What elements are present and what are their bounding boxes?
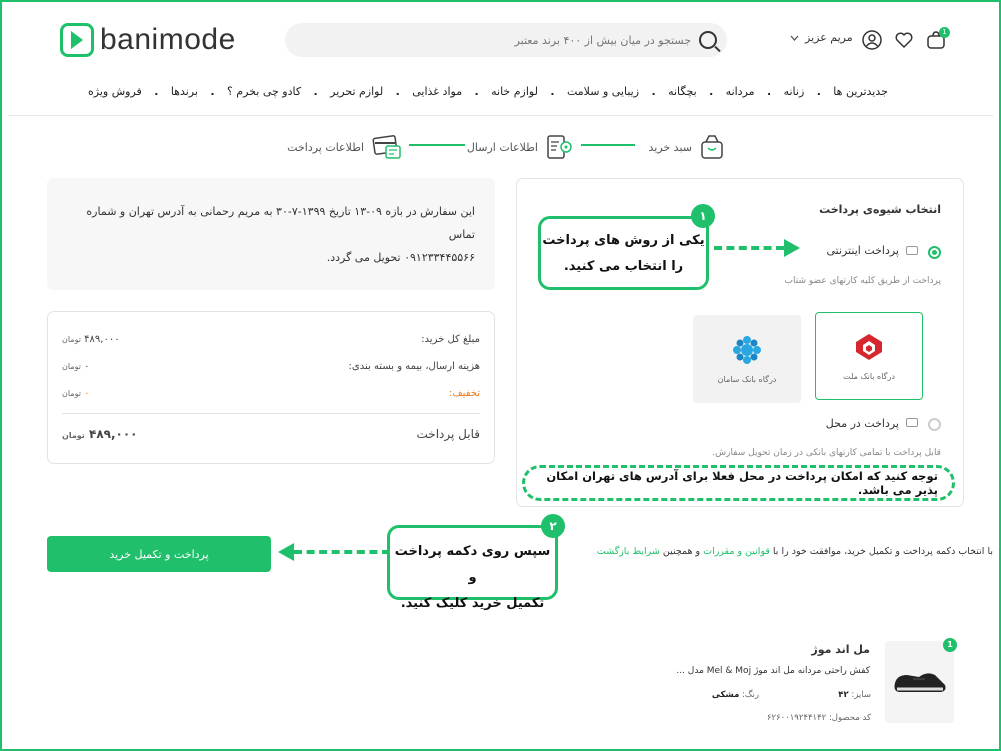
- summary-discount-row: [62, 380, 480, 407]
- cod-payment-radio[interactable]: [928, 418, 941, 431]
- user-icon[interactable]: [862, 30, 882, 50]
- logo-mark-icon: [60, 23, 94, 57]
- callout-1-arrow-line: [714, 246, 784, 250]
- step-payment-label: اطلاعات پرداخت: [287, 140, 364, 154]
- currency-unit: تومان: [62, 362, 81, 371]
- payable-value: ۴۸۹,۰۰۰: [89, 426, 138, 441]
- summary-total-row: [62, 326, 480, 353]
- product-size: سایز: ۴۲: [838, 690, 871, 700]
- online-payment-label[interactable]: پرداخت اینترنتی: [826, 244, 899, 257]
- callout-step-1: [538, 216, 709, 290]
- bank-saman-label: درگاه بانک سامان: [717, 374, 777, 384]
- callout-1-line-1: یکی از روش های پرداخت: [542, 233, 705, 248]
- total-label: مبلغ کل خرید:: [421, 334, 480, 345]
- currency-unit: تومان: [62, 389, 81, 398]
- search-bar[interactable]: [285, 23, 727, 57]
- banimode-logo[interactable]: [60, 22, 236, 58]
- nav-item-gift[interactable]: کادو چی بخرم ؟: [226, 84, 302, 98]
- payable-label: قابل پرداخت: [416, 426, 480, 441]
- callout-2-line-1: سپس روی دکمه پرداخت و: [394, 544, 551, 585]
- nav-item-new[interactable]: جدیدترین ها: [833, 84, 888, 98]
- address-line-1: این سفارش در بازه ۰۹-۱۳ تاریخ ۱۳۹۹-۷-۳۰ به مریم رحمانی به آدرس تهران و شماره تماس: [86, 205, 475, 241]
- callout-2-line-2: تکمیل خرید کلیک کنید.: [400, 596, 545, 611]
- order-summary: [47, 311, 495, 464]
- arrow-right-icon: [784, 239, 800, 257]
- shoe-image: [891, 667, 949, 697]
- product-color: رنگ: مشکی: [711, 690, 759, 700]
- bank-mellat-label: درگاه بانک ملت: [843, 371, 895, 381]
- nav-item-sale[interactable]: فروش ویژه: [88, 84, 142, 98]
- total-value: ۴۸۹,۰۰۰: [84, 334, 120, 345]
- nav-item-food[interactable]: مواد غذایی: [412, 84, 463, 98]
- online-payment-desc: پرداخت از طریق کلیه کارتهای عضو شتاب: [784, 276, 941, 286]
- main-nav: جدیدترین ها . زنانه . مردانه . بچگانه . زیبایی و سلامت . لوازم خانه . مواد غذایی . لوازم تحریر . کادو چی بخرم ؟ . برندها . فروش ویژه: [88, 84, 888, 98]
- payment-title: انتخاب شیوه‌ی پرداخت: [819, 203, 941, 216]
- bank-mellat-option[interactable]: [815, 312, 923, 400]
- heart-icon[interactable]: [894, 30, 914, 50]
- search-input[interactable]: [295, 34, 699, 47]
- checkout-button[interactable]: پرداخت و تکمیل خرید: [47, 536, 271, 572]
- nav-item-home[interactable]: لوازم خانه: [491, 84, 538, 98]
- checkout-steps: [287, 130, 732, 162]
- summary-payable-row: [62, 420, 480, 447]
- product-brand[interactable]: مل اند موژ: [811, 643, 870, 656]
- callout-step-2: [387, 525, 558, 611]
- step-shipping: [467, 134, 574, 160]
- nav-item-women[interactable]: زنانه: [783, 84, 805, 98]
- shipping-label: هزینه ارسال، بیمه و بسته بندی:: [348, 361, 480, 372]
- address-line-2: ۰۹۱۲۳۳۴۴۵۵۶۶ تحویل می گردد.: [326, 251, 475, 264]
- shipping-value: ۰: [84, 361, 90, 372]
- callout-2-arrow-line: [294, 550, 390, 554]
- header-icons: [862, 30, 946, 50]
- saman-logo-icon: [732, 335, 762, 365]
- chevron-down-icon: [790, 35, 799, 41]
- product-code: کد محصول: ۶۲۶۰۰۱۹۲۴۴۱۴۲: [766, 713, 871, 723]
- step-connector: [581, 144, 635, 146]
- card-icon: [906, 246, 918, 255]
- callout-1-line-2: را انتخاب می کنید.: [563, 259, 684, 274]
- step-payment: [287, 134, 402, 160]
- currency-unit: تومان: [62, 335, 81, 344]
- credit-card-icon: [372, 134, 402, 160]
- summary-shipping-row: [62, 353, 480, 380]
- step-shipping-label: اطلاعات ارسال: [466, 140, 538, 154]
- cod-tehran-note: توجه کنید که امکان پرداخت در محل فعلا برای آدرس های تهران امکان پذیر می باشد.: [522, 465, 955, 501]
- cod-payment-label[interactable]: پرداخت در محل: [825, 417, 899, 430]
- rules-link[interactable]: قوانین و مقررات: [703, 546, 770, 557]
- currency-unit: تومان: [62, 430, 85, 440]
- online-payment-radio[interactable]: [928, 246, 941, 259]
- product-qty-badge: 1: [943, 638, 957, 652]
- step-connector: [409, 144, 465, 146]
- user-menu[interactable]: [790, 31, 853, 44]
- mellat-logo-icon: [853, 332, 885, 362]
- delivery-address-box: [47, 178, 495, 290]
- callout-1-number: ۱: [691, 204, 715, 228]
- discount-value: ۰: [84, 388, 90, 399]
- search-icon[interactable]: [699, 31, 717, 49]
- bank-saman-option[interactable]: [693, 315, 801, 403]
- cart-badge: 1: [939, 27, 950, 38]
- card-icon: [906, 418, 918, 427]
- header-divider: [8, 115, 993, 116]
- nav-item-beauty[interactable]: زیبایی و سلامت: [566, 84, 640, 98]
- bag-icon: [700, 134, 724, 160]
- product-name[interactable]: کفش راحتی مردانه مل اند موژ Mel & Moj مدل ...: [676, 666, 870, 676]
- step-cart-label: سبد خرید: [648, 140, 692, 154]
- callout-2-number: ۲: [541, 514, 565, 538]
- arrow-left-icon: [278, 543, 294, 561]
- nav-item-kids[interactable]: بچگانه: [668, 84, 697, 98]
- location-doc-icon: [546, 134, 574, 160]
- product-image[interactable]: [885, 641, 954, 723]
- step-cart: [648, 134, 724, 160]
- logo-text: banimode: [100, 23, 236, 56]
- nav-item-stationery[interactable]: لوازم تحریر: [330, 84, 384, 98]
- summary-divider: [62, 413, 480, 414]
- nav-item-brands[interactable]: برندها: [170, 84, 198, 98]
- cod-payment-desc: قابل پرداخت با تمامی کارتهای بانکی در زمان تحویل سفارش.: [712, 448, 941, 458]
- user-name: مریم عزیز: [805, 31, 853, 44]
- discount-label: تخفیف:: [448, 388, 480, 399]
- cart-icon[interactable]: [926, 30, 946, 50]
- return-policy-link[interactable]: شرایط بازگشت: [596, 546, 660, 557]
- nav-item-men[interactable]: مردانه: [725, 84, 755, 98]
- terms-text: با انتخاب دکمه پرداخت و تکمیل خرید، موافقت خود را با قوانین و مقررات و همچنین شرایط بازگشت: [596, 546, 993, 557]
